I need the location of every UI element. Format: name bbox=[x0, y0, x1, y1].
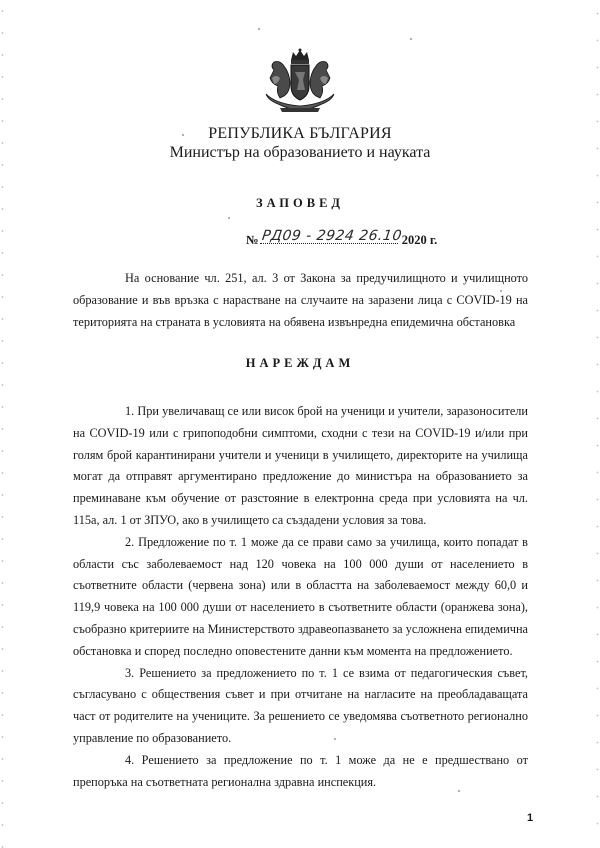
orders-heading: НАРЕЖДАМ bbox=[245, 356, 355, 370]
order-item: 4. Решението за предложение по т. 1 може да не е предшествано от препоръка на съответната регионална здравна инспекция. bbox=[73, 752, 528, 789]
scan-speck bbox=[500, 290, 502, 292]
coat-of-arms-icon bbox=[262, 48, 338, 114]
country-title: РЕПУБЛИКА БЪЛГАРИЯ bbox=[208, 125, 392, 142]
ministry-subtitle: Министър на образованието и науката bbox=[169, 144, 431, 161]
scan-speck bbox=[258, 28, 260, 30]
number-sign: № bbox=[246, 233, 259, 247]
order-title: ЗАПОВЕД bbox=[255, 196, 345, 210]
preamble-text: На основание чл. 251, ал. 3 от Закона за предучилищното и училищното образование и във връзка с нарастване на случаите на заразени лица с COVID-19 на територията на страната в условията на обявена извънредна епидемична обстановка bbox=[73, 271, 528, 329]
preamble bbox=[73, 268, 528, 333]
scan-speck bbox=[334, 738, 336, 740]
order-number bbox=[246, 228, 438, 248]
order-items bbox=[73, 401, 528, 793]
scan-speck bbox=[228, 217, 230, 219]
scan-speck bbox=[458, 790, 460, 792]
scan-speck bbox=[182, 134, 184, 136]
handwritten-order-number: РД09 - 2924 26.10 bbox=[260, 228, 403, 244]
order-item: 1. При увеличаващ се или висок брой на ученици и учители, заразоносители на COVID-19 или с грипоподобни симптоми, сходни с тези на COVID-19 и/или при голям брой карантинирани учители и ученици в училището, директорите на училища могат да отправят аргументирано предложение до министъра на образованието за преминаване към обучение от разстояние в електронна среда при условията на чл. 115а, ал. 1 от ЗПУО, ако в училището са създадени условия за това. bbox=[73, 404, 528, 527]
order-item: 3. Решението за предложението по т. 1 се взима от педагогическия съвет, съгласувано с обществения съвет и при отчитане на нагласите на преобладаващата част от родителите на учениците. За решението се уведомява съответното регионално управление по образованието. bbox=[73, 665, 528, 745]
order-item: 2. Предложение по т. 1 може да се прави само за училища, които попадат в области със заболеваемост над 120 човека на 100 000 души от населението в съответните области (червена зона) или в областта на заболеваемост между 60,0 и 119,9 човека на 100 000 души от населението в съответните области (оранжева зона), съобразно критериите на Министерството здравеопазването за усложнена епидемична обстановка и според последно оповестените данни към момента на предложението. bbox=[73, 534, 528, 658]
number-line bbox=[260, 228, 403, 244]
scan-speck bbox=[410, 38, 412, 40]
order-year: 2020 г. bbox=[401, 233, 438, 247]
page-number: 1 bbox=[527, 812, 534, 824]
